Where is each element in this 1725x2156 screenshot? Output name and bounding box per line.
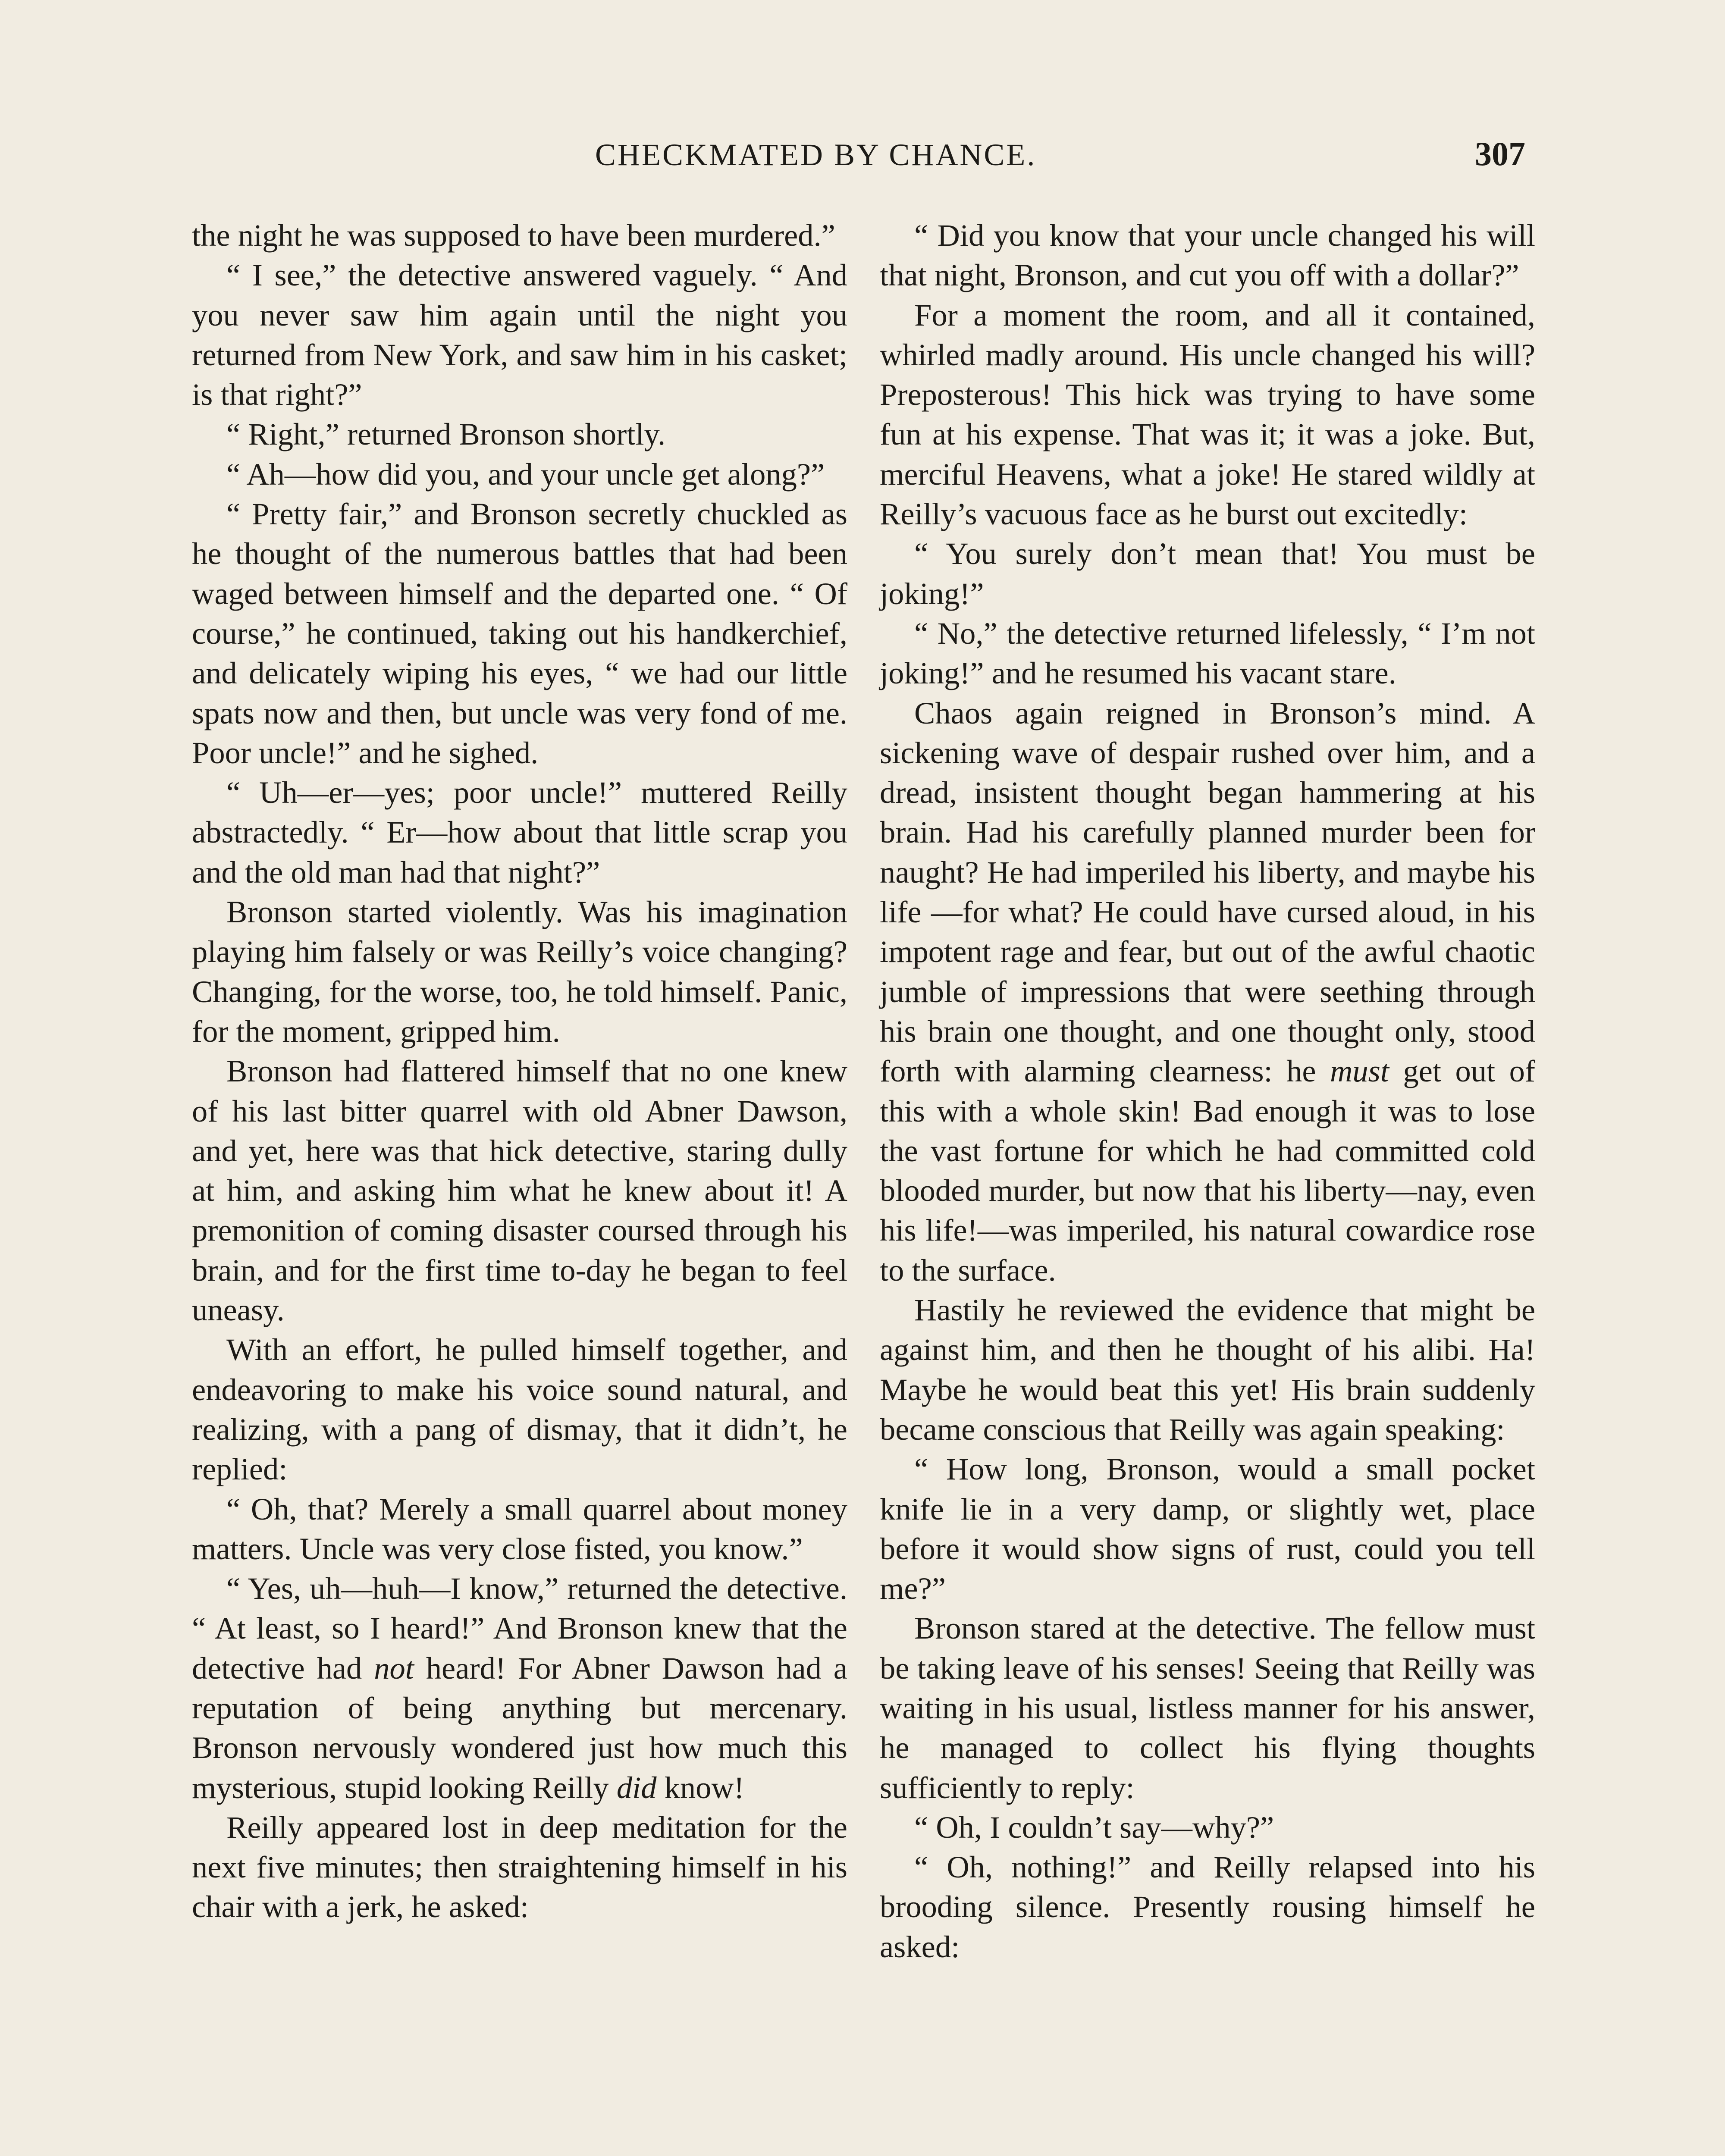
text-run: get out of this with a whole skin! Bad enough it was to lose the vast fortune for which he had committed cold blooded murder, but now that his liberty—nay, even his life!—was imperiled, his natural cowardice rose to the surface.: [880, 1053, 1535, 1288]
paragraph: “ Oh, nothing!” and Reilly relapsed into his brooding silence. Presently rousing himself he asked:: [880, 1849, 1535, 1964]
page-number: 307: [1475, 135, 1525, 172]
paragraph: “ Pretty fair,” and Bronson secretly chuckled as he thought of the numerous battles that had been waged between himself and the departed one. “ Of course,” he continued, taking out his handkerchief, and delicately wiping his eyes, “ we had our little spats now and then, but uncle was very fond of me. Poor uncle!” and he sighed.: [192, 496, 847, 770]
right-column: [880, 216, 1535, 1967]
paragraph: “ How long, Bronson, would a small pocket knife lie in a very damp, or slightly wet, place before it would show signs of rust, could you tell me?”: [880, 1451, 1535, 1606]
paragraph: Hastily he reviewed the evidence that might be against him, and then he thought of his alibi. Ha! Maybe he would beat this yet! His brain suddenly became conscious that Reilly was again speaking:: [880, 1292, 1535, 1447]
paragraph: “ Oh, that? Merely a small quarrel about money matters. Uncle was very close fisted, you know.”: [192, 1491, 847, 1566]
paragraph: “ Did you know that your uncle changed his will that night, Bronson, and cut you off with a dollar?”: [880, 218, 1535, 293]
emphasis: not: [374, 1650, 414, 1686]
paragraph: “ You surely don’t mean that! You must be joking!”: [880, 536, 1535, 611]
paragraph: “ No,” the detective returned lifelessly, “ I’m not joking!” and he resumed his vacant stare.: [880, 615, 1535, 691]
paragraph: For a moment the room, and all it contained, whirled madly around. His uncle changed his will? Preposterous! This hick was trying to have some fun at his expense. That was it; it was a joke. But, merciful Heavens, what a joke! He stared wildly at Reilly’s vacuous face as he burst out excitedly:: [880, 297, 1535, 532]
paragraph: Bronson had flattered himself that no one knew of his last bitter quarrel with old Abner Dawson, and yet, here was that hick detective, staring dully at him, and asking him what he knew about it! A premonition of coming disaster coursed through his brain, and for the first time to-day he began to feel uneasy.: [192, 1053, 847, 1328]
emphasis: did: [616, 1770, 657, 1805]
paragraph: “ Ah—how did you, and your uncle get along?”: [226, 456, 825, 492]
paragraph: Bronson stared at the detective. The fellow must be taking leave of his senses! Seeing that Reilly was waiting in his usual, listless manner for his answer, he managed to collect his flying thoughts sufficiently to reply:: [880, 1611, 1535, 1805]
paragraph: Reilly appeared lost in deep meditation for the next five minutes; then straightening himself in his chair with a jerk, he asked:: [192, 1809, 847, 1924]
paragraph: With an effort, he pulled himself together, and endeavoring to make his voice sound natural, and realizing, with a pang of dismay, that it didn’t, he replied:: [192, 1332, 847, 1487]
running-title: CHECKMATED BY CHANCE.: [595, 138, 1037, 172]
paragraph: “ Oh, I couldn’t say—why?”: [914, 1809, 1274, 1845]
left-column: [192, 216, 847, 1927]
paragraph: [192, 1569, 847, 1808]
text-run: “ Yes, uh—huh—I know,” returned the detective. “ At least, so I heard!” And Bronson knew that the detective had: [192, 1571, 847, 1686]
paragraph: “ Right,” returned Bronson shortly.: [226, 417, 666, 452]
paragraph: the night he was supposed to have been murdered.”: [192, 218, 835, 253]
paragraph: “ I see,” the detective answered vaguely. “ And you never saw him again until the night you returned from New York, and saw him in his casket; is that right?”: [192, 257, 847, 412]
paragraph: [880, 693, 1535, 1290]
text-run: Chaos again reigned in Bronson’s mind. A sickening wave of despair rushed over him, and a dread, insistent thought began hammering at his brain. Had his carefully planned murder been for naught? He had imperiled his liberty, and maybe his life —for what? He could have cursed aloud, in his impotent rage and fear, but out of the awful chaotic jumble of impressions that were seething through his brain one thought, and one thought only, stood forth with alarming clearness: he: [880, 695, 1535, 1089]
text-run: heard! For Abner Dawson had a reputation of being anything but mercenary. Bronson nervously wondered just how much this mysterious, stupid looking Reilly: [192, 1650, 847, 1805]
emphasis: must: [1330, 1053, 1389, 1089]
paragraph: “ Uh—er—yes; poor uncle!” muttered Reilly abstractedly. “ Er—how about that little scrap you and the old man had that night?”: [192, 775, 847, 890]
paragraph: Bronson started violently. Was his imagination playing him falsely or was Reilly’s voice changing? Changing, for the worse, too, he told himself. Panic, for the moment, gripped him.: [192, 894, 847, 1049]
text-run: know!: [656, 1770, 744, 1805]
